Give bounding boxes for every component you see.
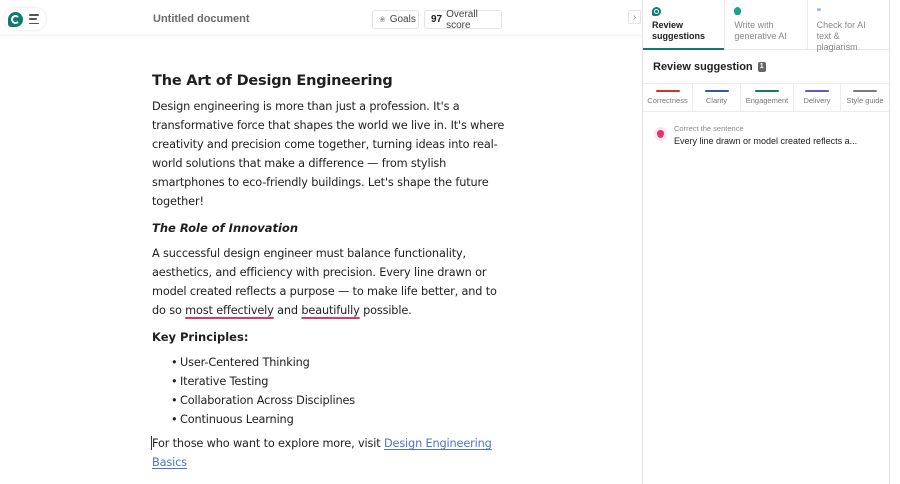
section-text-3: possible. <box>359 304 412 317</box>
category-label: Delivery <box>803 96 831 105</box>
correctness-alert-icon <box>657 130 664 138</box>
overall-score-button[interactable] <box>424 10 502 29</box>
document-title[interactable]: Untitled document <box>153 13 250 25</box>
top-bar-divider <box>0 34 642 38</box>
tab-label-line1: Write with <box>734 20 774 30</box>
category-filters <box>643 84 889 112</box>
tab-label-line2: text & plagiarism <box>816 31 858 52</box>
category-delivery[interactable] <box>794 84 841 111</box>
top-bar <box>0 0 642 38</box>
review-suggestion-title: Review suggestion <box>653 60 753 73</box>
lightbulb-icon <box>734 7 741 15</box>
score-value: 97 <box>431 14 443 25</box>
correctness-color-bar <box>656 90 680 92</box>
document-editor[interactable] <box>152 70 512 472</box>
suggestion-type: Correct the sentence <box>674 124 744 133</box>
menu-icon[interactable] <box>29 14 41 24</box>
style-guide-color-bar <box>853 90 877 92</box>
grammarly-icon <box>652 7 661 16</box>
category-engagement[interactable] <box>741 84 794 111</box>
category-clarity[interactable] <box>693 84 741 111</box>
category-label: Style guide <box>846 96 884 105</box>
delivery-color-bar <box>805 90 829 92</box>
category-label: Correctness <box>647 96 688 105</box>
section-text-1: A successful design engineer must balance functionality, aesthetics, and efficiency with precision. Every line drawn or model created reflects a purpose — to make life better, and to do so <box>152 247 497 317</box>
category-correctness[interactable] <box>643 84 693 111</box>
tab-review-suggestions[interactable] <box>643 0 725 49</box>
panel-tabs <box>643 0 889 50</box>
document-heading: The Art of Design Engineering <box>152 73 393 89</box>
text-cursor <box>151 436 152 450</box>
goals-label: Goals <box>389 14 416 25</box>
suggestion-card[interactable] <box>643 112 889 159</box>
assistant-panel <box>642 0 890 484</box>
list-item: • User-Centered Thinking <box>171 353 512 372</box>
flagged-phrase-most-effectively[interactable]: most effectively <box>185 304 274 317</box>
grammarly-logo-icon[interactable] <box>8 12 23 27</box>
tab-write-with-generative-ai[interactable] <box>725 0 807 49</box>
list-item: • Iterative Testing <box>171 372 512 391</box>
collapse-panel-button[interactable] <box>628 10 641 24</box>
chevron-right-icon: › <box>632 11 637 23</box>
engagement-color-bar <box>755 90 779 92</box>
quote-icon: ” <box>816 7 822 17</box>
section-text-2: and <box>273 304 302 317</box>
goals-icon: ❀ <box>379 15 386 24</box>
clarity-color-bar <box>705 90 729 92</box>
category-style-guide[interactable] <box>841 84 889 111</box>
list-item: • Collaboration Across Disciplines <box>171 391 512 410</box>
tab-label-line1: Review <box>652 20 684 30</box>
closing-paragraph <box>152 434 512 472</box>
section-heading: The Role of Innovation <box>152 221 299 235</box>
tab-check-ai-plagiarism[interactable] <box>808 0 889 52</box>
principles-list <box>171 353 512 429</box>
flagged-word-beautifully[interactable]: beautifully <box>301 304 360 317</box>
section-paragraph <box>152 244 512 320</box>
brand-menu-pill[interactable] <box>4 8 46 30</box>
suggestion-count-badge: 1 <box>758 62 766 72</box>
score-label: Overall score <box>446 8 478 31</box>
category-label: Engagement <box>745 96 789 105</box>
tab-label-line2: suggestions <box>652 31 706 41</box>
category-label: Clarity <box>705 96 728 105</box>
design-engineering-basics-link[interactable]: Design Engineering Basics <box>152 437 492 469</box>
goals-button[interactable] <box>372 10 419 29</box>
principles-heading: Key Principles: <box>152 330 249 344</box>
tab-label-line2: generative AI <box>734 31 787 41</box>
review-suggestion-header <box>643 50 889 84</box>
list-item: • Continuous Learning <box>171 410 512 429</box>
tab-label-line1: Check for AI <box>816 20 866 30</box>
closing-text: For those who want to explore more, visit <box>152 437 384 450</box>
intro-paragraph: Design engineering is more than just a profession. It's a transformative force that shapes the world we live in. It's where creativity and precision come together, turning ideas into real-world solutions that make a difference — from stylish smartphones to eco-friendly buildings. Let's shape the future together! <box>152 100 505 208</box>
suggestion-preview: Every line drawn or model created reflects a... <box>674 136 858 146</box>
